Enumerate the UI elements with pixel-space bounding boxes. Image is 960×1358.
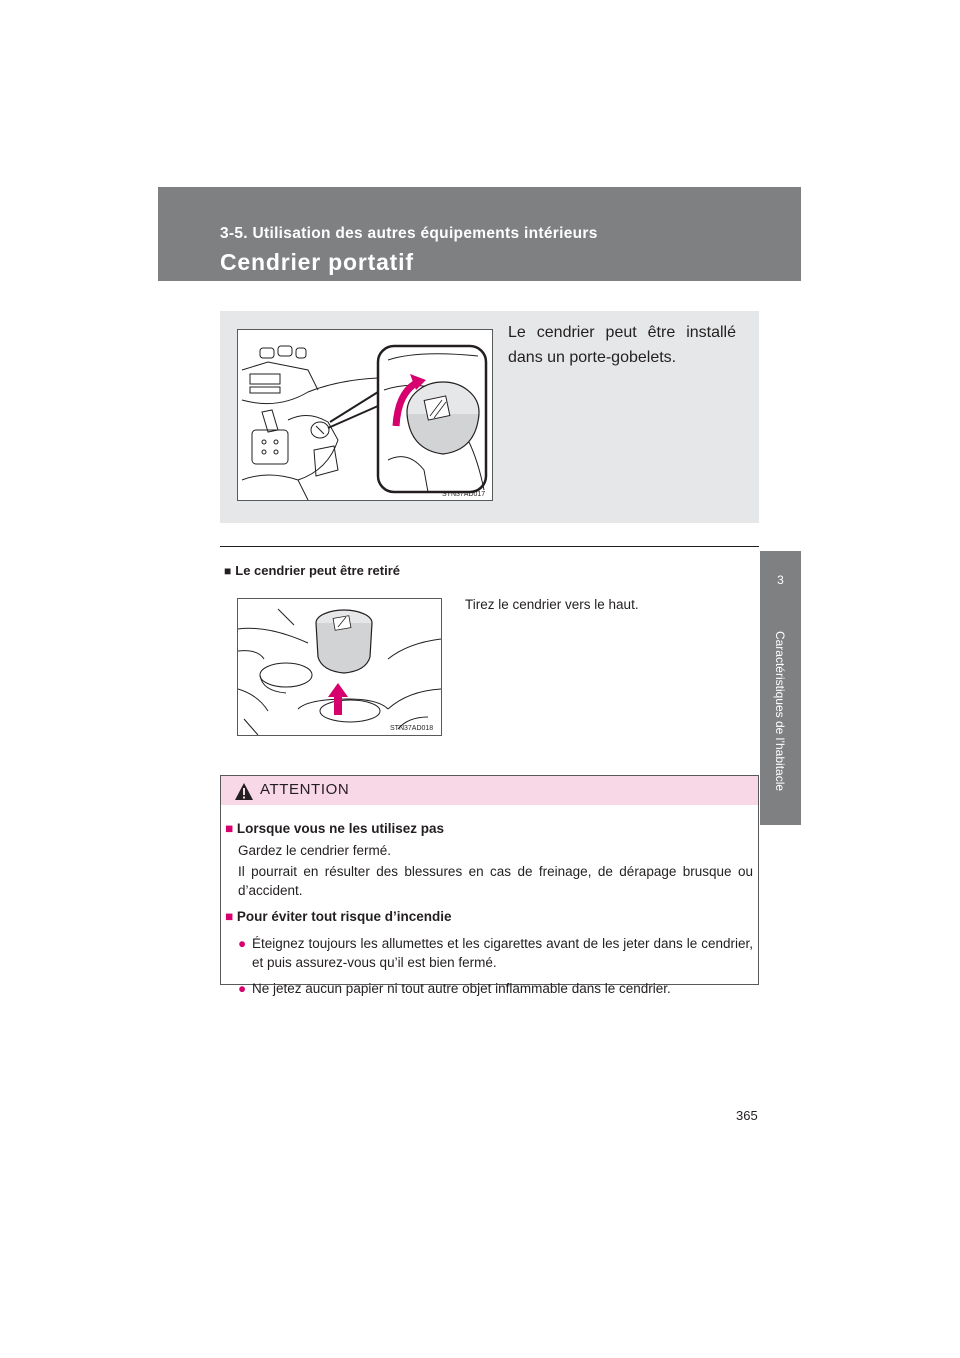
removal-heading-text: Le cendrier peut être retiré bbox=[235, 563, 400, 578]
attention-heading-1 bbox=[225, 819, 444, 838]
attention-bullet-1: Éteignez toujours les allumettes et les cigarettes avant de les jeter dans le cendrier, et puis assurez-vous qu’il est bien fermé. bbox=[252, 936, 753, 970]
cupholder-removal-drawing bbox=[238, 599, 441, 735]
page-title: Cendrier portatif bbox=[220, 249, 414, 275]
chapter-title: Caractéristiques de l’habitacle bbox=[773, 630, 787, 792]
attention-text-2: Il pourrait en résulter des blessures en cas de freinage, de dérapage brusque ou d’accident. bbox=[238, 864, 753, 898]
intro-paragraph: Le cendrier peut être installé dans un porte-gobelets. bbox=[508, 324, 736, 366]
attention-title: ATTENTION bbox=[260, 781, 350, 798]
figure-code: STN37AD017 bbox=[442, 491, 486, 498]
removal-heading bbox=[224, 563, 400, 578]
ashtray-removal-illustration bbox=[237, 598, 442, 736]
attention-heading-1-text: Lorsque vous ne les utilisez pas bbox=[236, 821, 444, 836]
bullet-dot-icon: ● bbox=[238, 936, 247, 951]
section-label: 3-5. Utilisation des autres équipements intérieurs bbox=[220, 225, 598, 242]
figure-code: STN37AD018 bbox=[390, 725, 434, 732]
page-number: 365 bbox=[736, 1108, 758, 1123]
chapter-number: 3 bbox=[777, 573, 784, 587]
divider bbox=[220, 546, 759, 547]
square-bullet-icon: ■ bbox=[224, 564, 232, 578]
removal-instruction: Tirez le cendrier vers le haut. bbox=[465, 597, 639, 612]
attention-bullet-2: Ne jetez aucun papier ni tout autre objet inflammable dans le cendrier. bbox=[252, 981, 671, 996]
square-bullet-icon: ■ bbox=[225, 821, 234, 836]
warning-triangle-icon bbox=[234, 782, 254, 801]
square-bullet-icon: ■ bbox=[225, 909, 234, 924]
bullet-dot-icon: ● bbox=[238, 981, 247, 996]
attention-heading-2-text: Pour éviter tout risque d’incendie bbox=[236, 909, 452, 924]
attention-heading-2 bbox=[225, 907, 451, 926]
attention-text-1: Gardez le cendrier fermé. bbox=[238, 843, 392, 858]
ashtray-install-illustration bbox=[237, 329, 493, 501]
console-cupholder-drawing bbox=[238, 330, 492, 500]
